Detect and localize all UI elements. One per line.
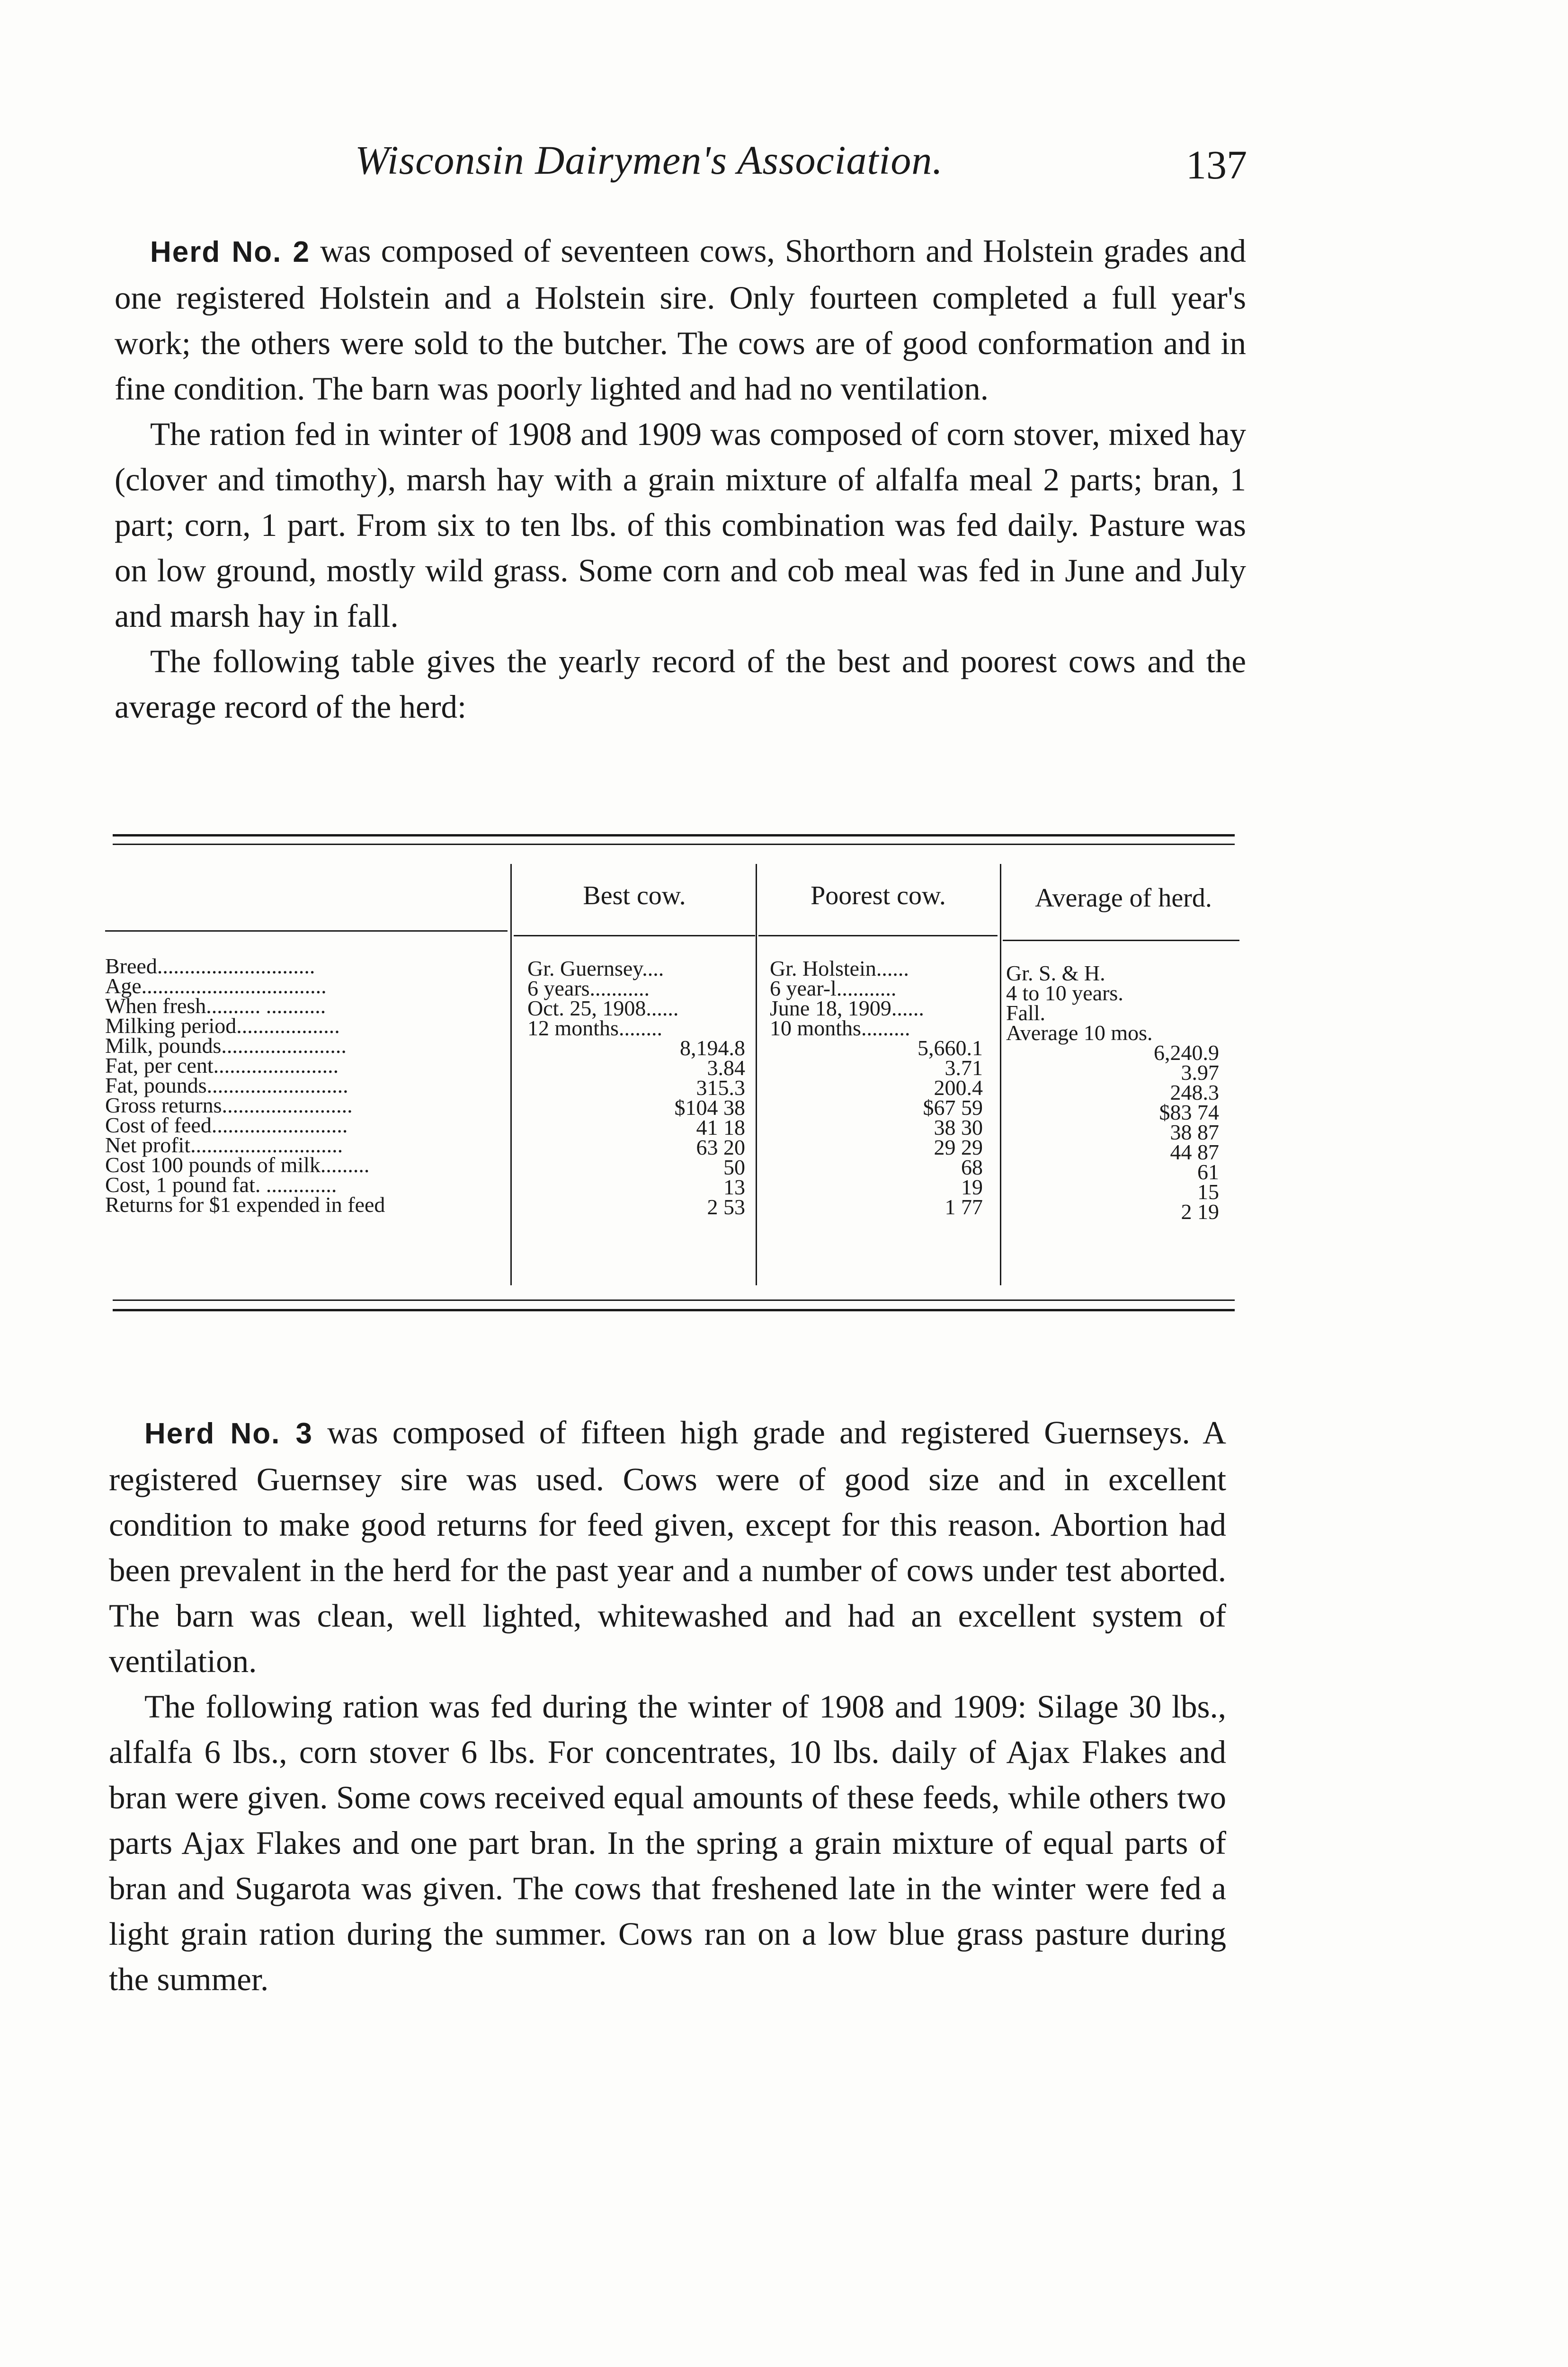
- table-cell: 2 53: [707, 1195, 745, 1219]
- herd2-label: Herd No. 2: [150, 236, 311, 268]
- row-label: Cost, 1 pound fat. .............: [105, 1173, 337, 1197]
- table-header-rule: [1003, 940, 1239, 941]
- poorest-cow-column: [770, 956, 992, 1219]
- row-label: Net profit............................: [105, 1133, 343, 1157]
- best-cow-column: [527, 956, 755, 1219]
- herd2-paragraph-2: The ration fed in winter of 1908 and 1909 was composed of corn stover, mixed hay (clover and timothy), marsh hay with a grain mixture of alfalfa meal 2 parts; bran, 1 part; corn, 1 part. From six to ten lbs. of this combination was fed daily. Pasture was on low ground, mostly wild grass. Some corn and cob meal was fed in June and July and marsh hay in fall.: [115, 416, 1246, 634]
- table-cell: 6 year-l...........: [770, 976, 897, 1000]
- herd3-label: Herd No. 3: [144, 1417, 313, 1450]
- table-cell: 19: [961, 1175, 983, 1199]
- herd3-paragraph-1-text: was composed of fifteen high grade and registered Guernseys. A registered Guernsey sire was used. Cows were of good size and in excellent condition to make good returns for feed given, except for this reason. Abortion had been prevalent in the herd for the past year and a number of cows under test aborted. The barn was clean, well lighted, whitewashed and had an excellent system of ventilation.: [109, 1415, 1226, 1679]
- table-cell: 248.3: [1170, 1080, 1219, 1104]
- table-cell: 315.3: [696, 1076, 745, 1100]
- row-label: Cost 100 pounds of milk.........: [105, 1153, 370, 1177]
- average-herd-column: [1006, 963, 1229, 1222]
- table-cell: 29 29: [934, 1135, 983, 1159]
- table-cell: Average 10 mos.: [1006, 1021, 1153, 1045]
- table-bottom-rule: [113, 1299, 1235, 1301]
- table-cell: 6,240.9: [1154, 1041, 1219, 1065]
- running-head: Wisconsin Dairymen's Association.: [355, 137, 943, 183]
- table-cell: $67 59: [923, 1095, 983, 1120]
- row-label: Age..................................: [105, 974, 327, 998]
- table-cell: 4 to 10 years.: [1006, 981, 1123, 1005]
- table-column-divider: [756, 864, 757, 1285]
- table-cell: $104 38: [674, 1095, 745, 1120]
- table-header-rule: [514, 935, 755, 936]
- table-cell: 6 years...........: [527, 976, 650, 1000]
- row-label: Milking period...................: [105, 1014, 340, 1038]
- row-label: Returns for $1 expended in feed: [105, 1192, 385, 1217]
- table-cell: 12 months........: [527, 1016, 662, 1040]
- row-label: Cost of feed.........................: [105, 1113, 348, 1137]
- table-cell: 2 19: [1181, 1200, 1219, 1224]
- table-cell: 61: [1197, 1160, 1219, 1184]
- row-label: Fat, per cent.......................: [105, 1053, 339, 1077]
- row-label: Milk, pounds.......................: [105, 1033, 347, 1058]
- herd3-section: [109, 1410, 1226, 2002]
- herd2-section: [115, 228, 1246, 730]
- table-cell: 38 87: [1170, 1120, 1219, 1144]
- table-cell: Gr. Guernsey....: [527, 956, 664, 980]
- table-cell: 10 months.........: [770, 1016, 910, 1040]
- column-header-best: Best cow.: [583, 881, 686, 910]
- herd2-paragraph-3: The following table gives the yearly record of the best and poorest cows and the average record of the herd:: [115, 643, 1246, 725]
- table-cell: 41 18: [696, 1115, 745, 1139]
- table-cell: 63 20: [696, 1135, 745, 1159]
- table-cell: 1 77: [944, 1195, 983, 1219]
- herd3-paragraph-2: The following ration was fed during the winter of 1908 and 1909: Silage 30 lbs., alfalfa 6 lbs., corn stover 6 lbs. For concentrates, 10 lbs. daily of Ajax Flakes and bran were given. Some cows received equal amounts of these feeds, while others two parts Ajax Flakes and one part bran. In the spring a grain mixture of equal parts of bran and Sugarota was given. The cows that freshened late in the winter were fed a light grain ration during the summer. Cows ran on a low blue grass pasture during the summer.: [109, 1689, 1226, 1997]
- table-cell: 5,660.1: [918, 1036, 983, 1060]
- table-cell: 13: [723, 1175, 745, 1199]
- table-cell: 15: [1197, 1180, 1219, 1204]
- table-cell: 44 87: [1170, 1140, 1219, 1164]
- table-cell: 8,194.8: [680, 1036, 745, 1060]
- column-header-average: Average of herd.: [1035, 883, 1212, 913]
- table-top-rule: [113, 834, 1235, 836]
- table-cell: Gr. Holstein......: [770, 956, 909, 980]
- table-header-rule: [758, 935, 998, 936]
- table-column-divider: [1000, 864, 1001, 1285]
- row-labels: [105, 956, 508, 1215]
- table-cell: $83 74: [1159, 1100, 1219, 1124]
- row-label: Gross returns........................: [105, 1093, 353, 1117]
- table-column-divider: [510, 864, 512, 1285]
- table-cell: Oct. 25, 1908......: [527, 996, 679, 1020]
- herd2-paragraph-1: [115, 228, 1246, 411]
- herd3-paragraph-1: [109, 1410, 1226, 1684]
- table-cell: June 18, 1909......: [770, 996, 924, 1020]
- table-cell: 3.97: [1181, 1060, 1219, 1085]
- table-cell: 38 30: [934, 1115, 983, 1139]
- herd2-paragraph-1-text: was composed of seventeen cows, Shorthorn and Holstein grades and one registered Holstein and a Holstein sire. Only fourteen completed a full year's work; the others were sold to the butcher. The cows are of good conformation and in fine condition. The barn was poorly lighted and had no ventilation.: [115, 233, 1247, 407]
- table-top-rule-2: [113, 844, 1235, 845]
- table-header-rule: [105, 930, 508, 932]
- row-label: When fresh.......... ...........: [105, 994, 326, 1018]
- page-number: 137: [1186, 142, 1247, 187]
- table-cell: 200.4: [934, 1076, 983, 1100]
- row-label: Fat, pounds..........................: [105, 1073, 348, 1097]
- table-bottom-rule-2: [113, 1309, 1235, 1311]
- table-cell: 3.84: [707, 1056, 745, 1080]
- table-cell: 68: [961, 1155, 983, 1179]
- table-cell: 3.71: [944, 1056, 983, 1080]
- row-label: Breed.............................: [105, 954, 315, 978]
- column-header-poorest: Poorest cow.: [811, 881, 946, 910]
- table-cell: Fall.: [1006, 1001, 1046, 1025]
- table-cell: 50: [723, 1155, 745, 1179]
- table-cell: Gr. S. & H.: [1006, 961, 1105, 985]
